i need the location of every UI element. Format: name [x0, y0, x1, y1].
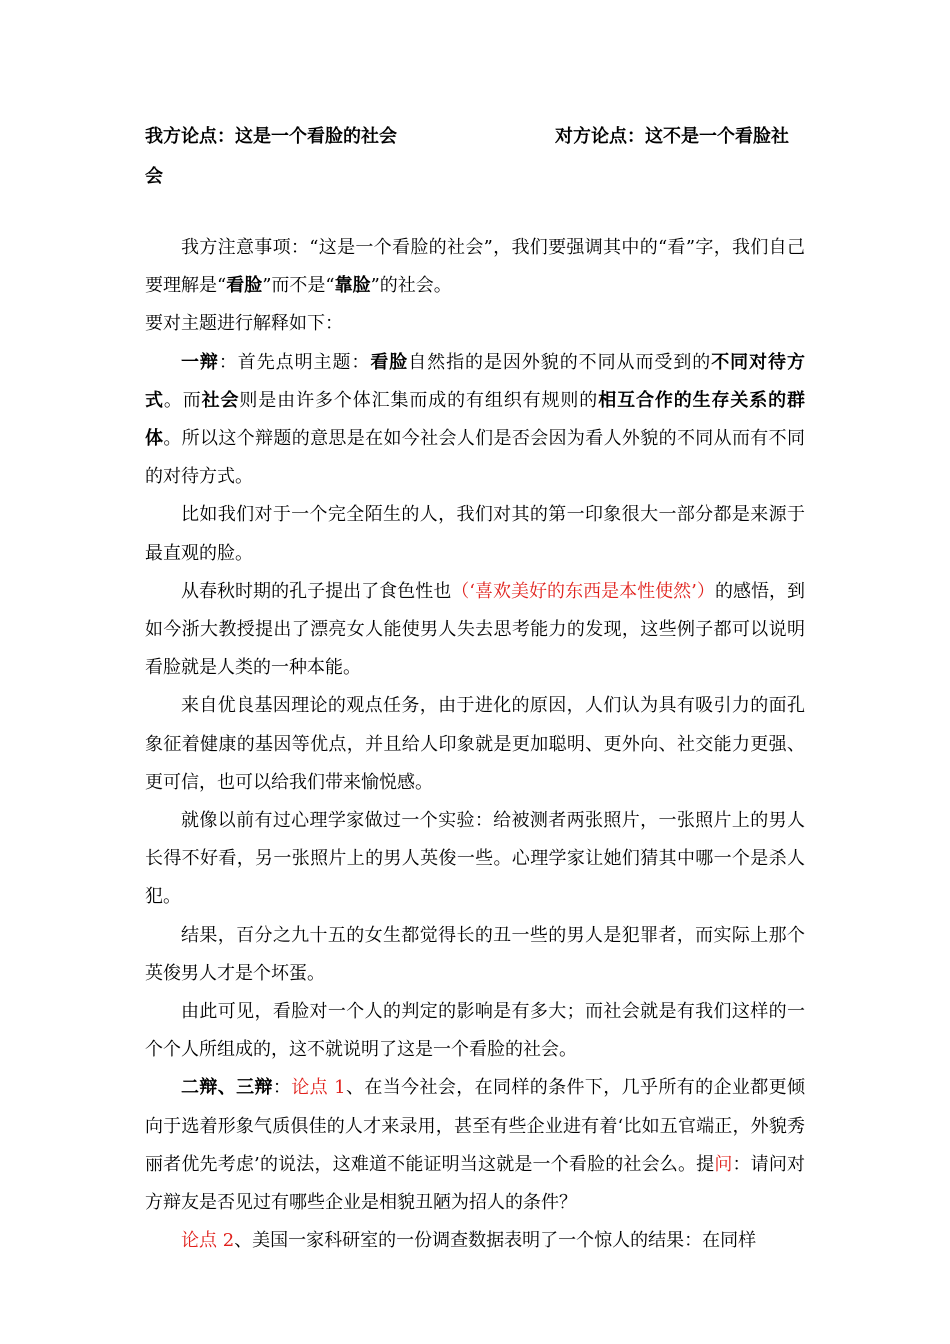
notes-text: 我方注意事项：“这是一个看脸的社会”，我们要强调其中的“看”字，我们自己要理解是“	[145, 237, 805, 297]
second-third-colon: ：	[272, 1077, 292, 1099]
point-2-text: 、美国一家科研室的一份调查数据表明了一个惊人的结果：在同样	[234, 1230, 757, 1252]
second-third-label: 二辩、三辩	[181, 1077, 273, 1099]
notes-keyword-rely: 靠脸	[334, 275, 371, 297]
our-point: 我方论点：这是一个看脸的社会	[145, 126, 397, 147]
point-2-paragraph	[145, 1222, 805, 1260]
confucius-paragraph	[145, 573, 805, 688]
first-debate-keyword: 不同对待方式	[145, 351, 805, 411]
genes-paragraph: 来自优良基因理论的观点任务，由于进化的原因，人们认为具有吸引力的面孔象征着健康的基因等优点，并且给人印象就是更加聪明、更外向、社交能力更强、更可信，也可以给我们带来愉悦感。	[145, 695, 805, 793]
point-1-label: 论点 1	[291, 1077, 346, 1099]
notes-paragraph	[145, 229, 805, 305]
notes-text: ”的社会。	[370, 275, 452, 297]
first-debate-text: ：首先点明主题：	[218, 351, 371, 373]
second-third-paragraph	[145, 1069, 805, 1222]
question-text: ：请问对方辩友是否见过有哪些企业是相貌丑陋为招人的条件？	[145, 1153, 806, 1214]
point-1-text: 、在当今社会，在同样的条件下，几乎所有的企业都更倾向于选着形象气质俱佳的人才来录用，甚至有些企业进有着‘比如五官端正，外貌秀丽者优先考虑’的说法，这难道不能证明当这就是一个看脸的社会么。提	[145, 1077, 806, 1175]
confucius-red-note: （‘喜欢美好的东西是本性使然’）	[451, 580, 715, 602]
question-label: 问	[714, 1153, 733, 1175]
first-debate-text: 。所以这个辩题的意思是在如今社会人们是否会因为看人外貌的不同从而有不同的对待方式。	[145, 428, 805, 488]
first-debate-text: 自然指的是因外貌的不同从而受到的	[408, 351, 712, 373]
conclusion-paragraph: 由此可见，看脸对一个人的判定的影响是有多大；而社会就是有我们这样的一个个人所组成的，这不就说明了这是一个看脸的社会。	[145, 1001, 805, 1061]
first-debate-keyword: 看脸	[370, 351, 409, 373]
confucius-text: 从春秋时期的孔子提出了食色性也	[181, 580, 452, 602]
first-debate-text: 。而	[163, 389, 202, 411]
heading-line-1	[145, 117, 805, 157]
explain-intro: 要对主题进行解释如下：	[145, 313, 343, 335]
notes-keyword-look: 看脸	[226, 275, 263, 297]
first-debate-keyword: 社会	[201, 389, 240, 411]
stranger-paragraph: 比如我们对于一个完全陌生的人，我们对其的第一印象很大一部分都是来源于最直观的脸。	[145, 504, 805, 564]
their-point-continued: 会	[145, 166, 163, 187]
first-debate-label: 一辩	[181, 351, 219, 373]
their-point: 对方论点：这不是一个看脸社	[555, 126, 789, 147]
experiment-paragraph: 就像以前有过心理学家做过一个实验：给被测者两张照片，一张照片上的男人长得不好看，另一张照片上的男人英俊一些。心理学家让她们猜其中哪一个是杀人犯。	[145, 810, 805, 908]
notes-text: ”而不是“	[262, 275, 335, 297]
point-2-label: 论点 2	[181, 1230, 235, 1252]
heading-line-2	[145, 157, 805, 197]
first-debate-paragraph	[145, 344, 805, 497]
first-debate-keyword: 相互合作的生存关系的群体	[145, 389, 806, 450]
result-paragraph: 结果，百分之九十五的女生都觉得长的丑一些的男人是犯罪者，而实际上那个英俊男人才是个坏蛋。	[145, 924, 805, 984]
first-debate-text: 则是由许多个体汇集而成的有组织有规则的	[239, 389, 599, 411]
document-body	[145, 229, 805, 1260]
confucius-text: 的感悟，到如今浙大教授提出了漂亮女人能使男人失去思考能力的发现，这些例子都可以说明看脸就是人类的一种本能。	[145, 580, 805, 679]
